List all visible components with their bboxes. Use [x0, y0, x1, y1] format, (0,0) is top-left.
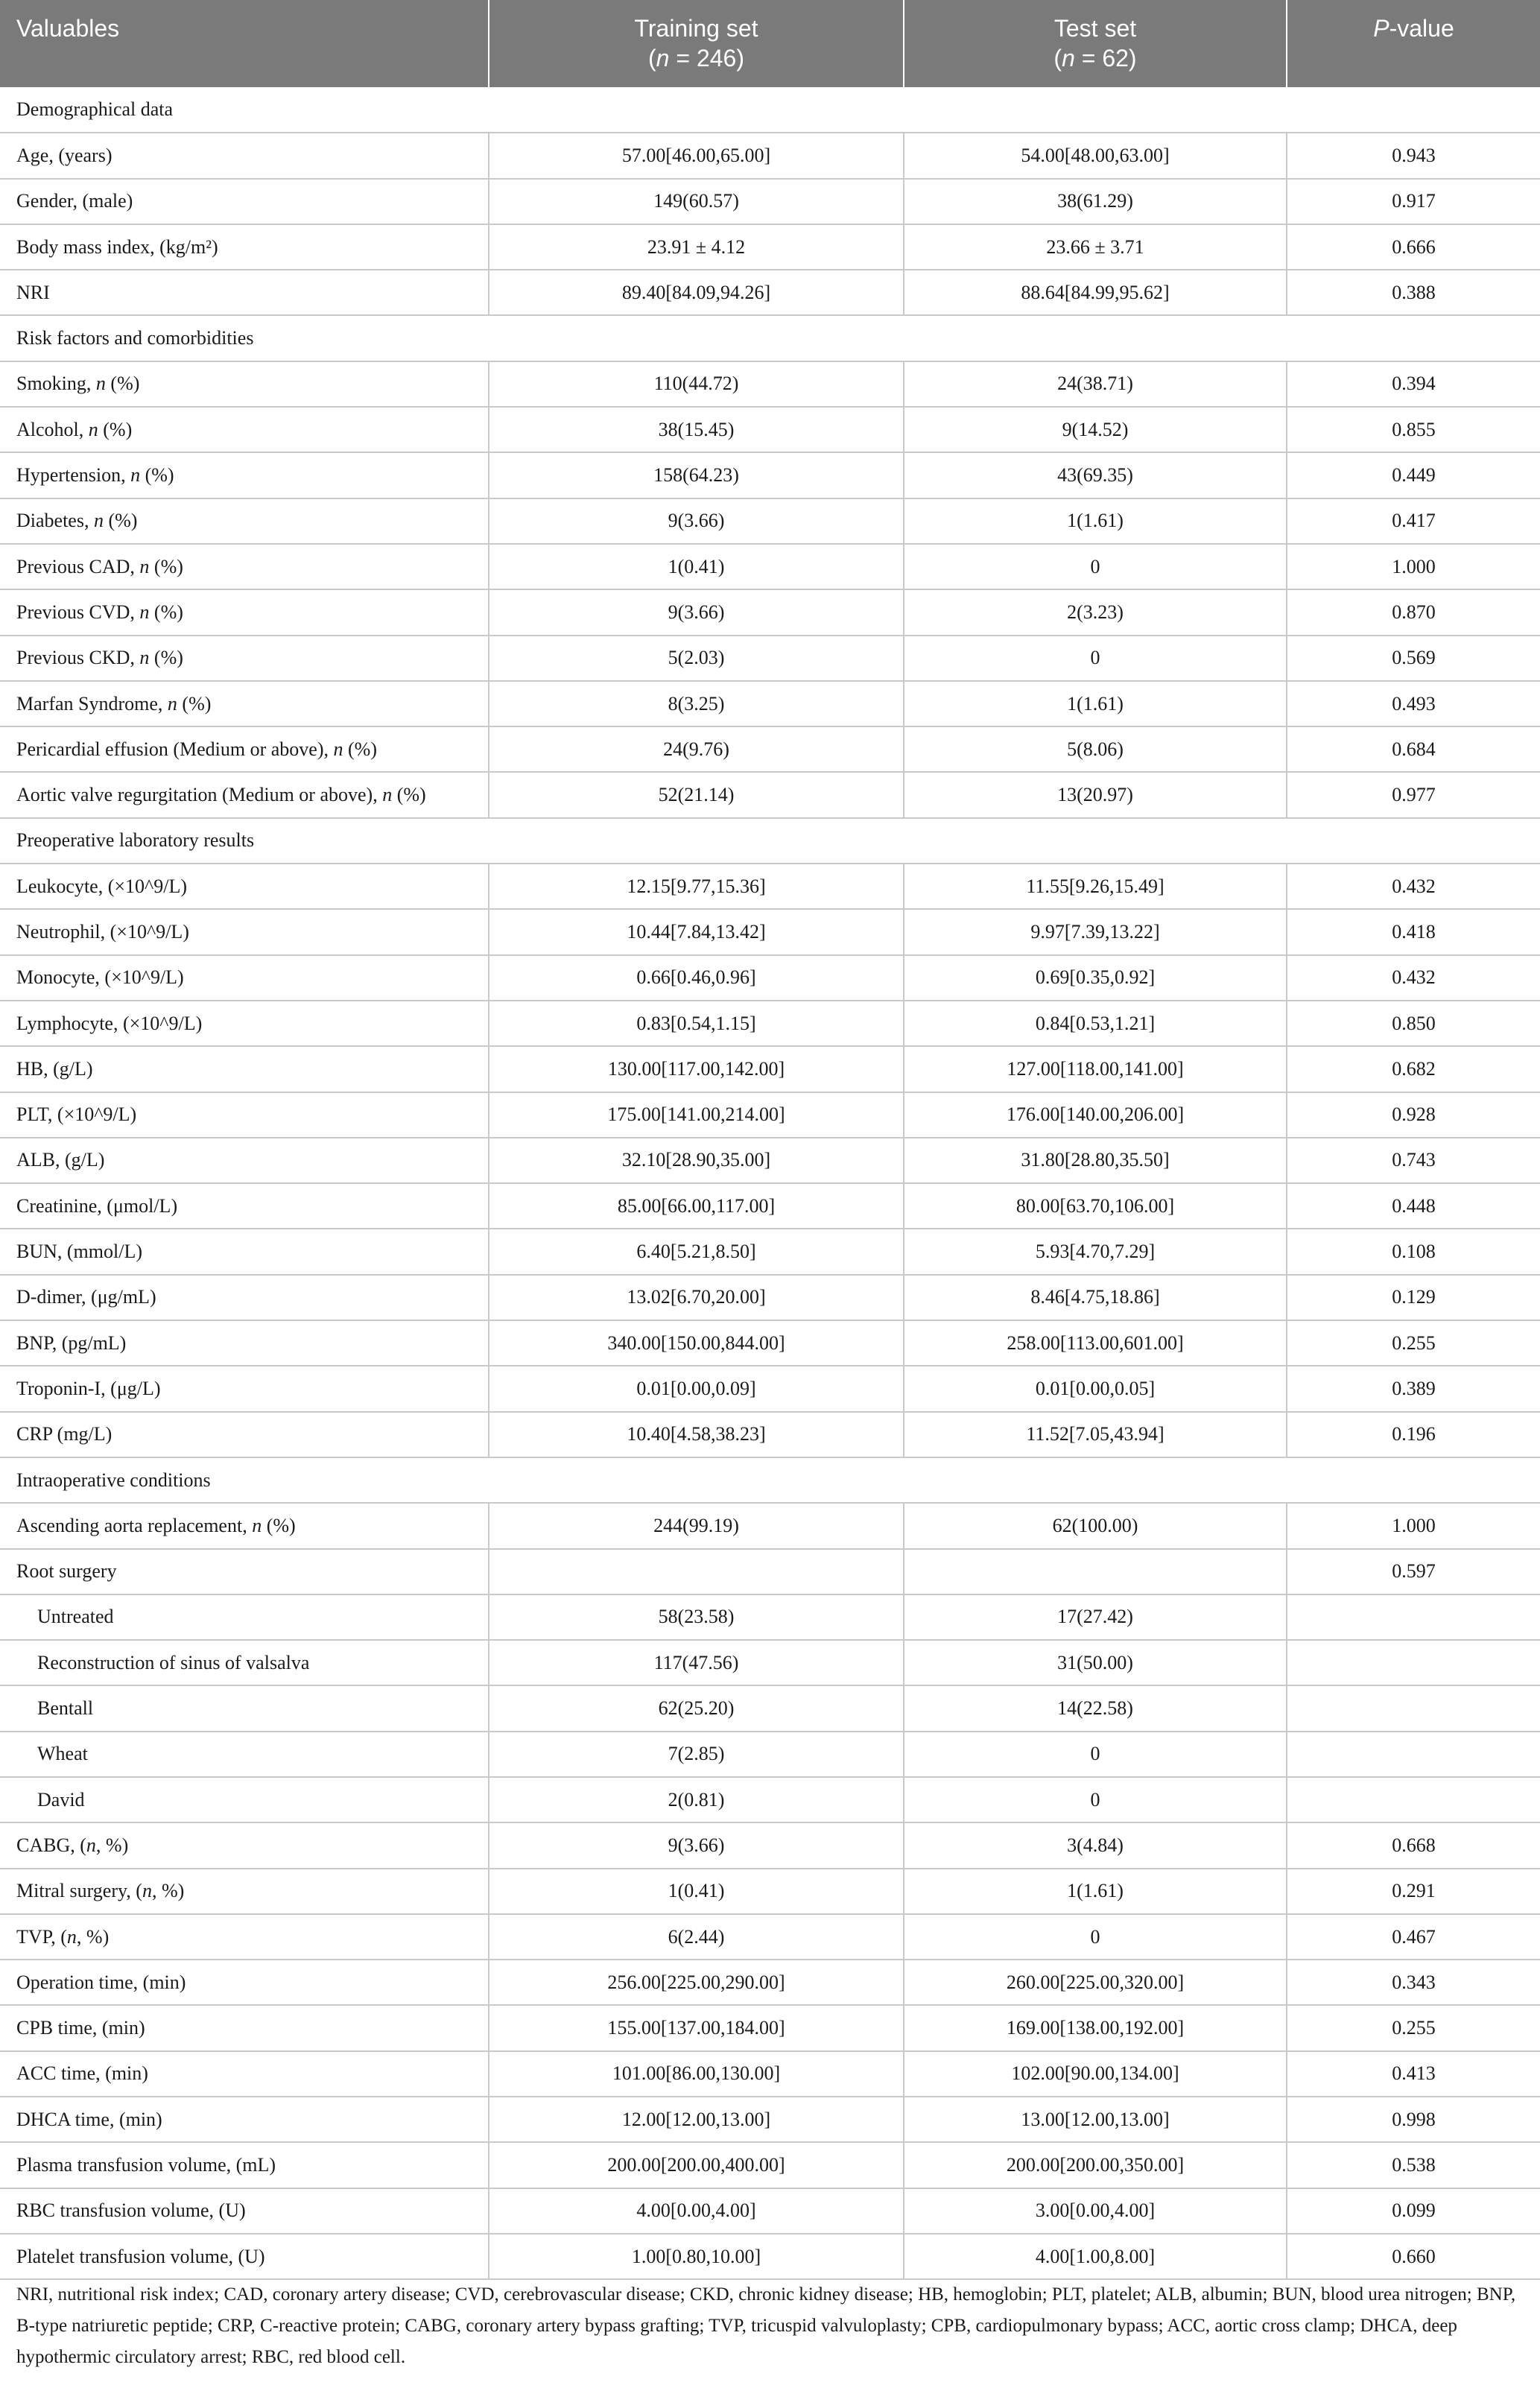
training-set-value: 130.00[117.00,142.00]: [489, 1046, 904, 1092]
table-row: [0, 179, 1540, 224]
test-set-value: [904, 1549, 1287, 1594]
p-value: [1287, 1594, 1540, 1640]
row-label: Ascending aorta replacement, n (%): [0, 1503, 489, 1548]
table-row: [0, 1320, 1540, 1366]
row-label: DHCA time, (min): [0, 2097, 489, 2142]
p-value: 0.417: [1287, 498, 1540, 544]
training-set-value: 1.00[0.80,10.00]: [489, 2234, 904, 2279]
p-value: 0.666: [1287, 224, 1540, 270]
table-row: [0, 224, 1540, 270]
section-label: Demographical data: [0, 87, 1540, 133]
training-set-value: 0.01[0.00,0.09]: [489, 1366, 904, 1411]
header-valuables: Valuables: [0, 0, 489, 87]
test-set-value: 11.52[7.05,43.94]: [904, 1412, 1287, 1457]
table-row: [0, 1960, 1540, 2005]
test-set-value: 0: [904, 544, 1287, 589]
training-set-value: 23.91 ± 4.12: [489, 224, 904, 270]
row-label: Marfan Syndrome, n (%): [0, 681, 489, 726]
training-set-value: 10.44[7.84,13.42]: [489, 909, 904, 954]
row-label: Root surgery: [0, 1549, 489, 1594]
table-row: [0, 361, 1540, 407]
p-value: 1.000: [1287, 1503, 1540, 1548]
row-label: Diabetes, n (%): [0, 498, 489, 544]
table-row: [0, 2234, 1540, 2279]
row-label: Untreated: [0, 1594, 489, 1640]
p-value: 0.432: [1287, 955, 1540, 1001]
p-value: 0.388: [1287, 270, 1540, 315]
p-value: 0.538: [1287, 2142, 1540, 2188]
test-set-value: 1(1.61): [904, 1869, 1287, 1914]
p-value: 0.255: [1287, 2005, 1540, 2050]
table-row: [0, 1869, 1540, 1914]
table-row: [0, 1594, 1540, 1640]
training-set-value: 117(47.56): [489, 1640, 904, 1685]
training-set-value: 4.00[0.00,4.00]: [489, 2188, 904, 2234]
training-set-value: 6.40[5.21,8.50]: [489, 1229, 904, 1274]
p-value: 0.418: [1287, 909, 1540, 954]
section-row: [0, 315, 1540, 361]
training-set-value: 85.00[66.00,117.00]: [489, 1183, 904, 1229]
table-row: [0, 909, 1540, 954]
training-set-value: 0.83[0.54,1.15]: [489, 1001, 904, 1046]
training-set-value: 10.40[4.58,38.23]: [489, 1412, 904, 1457]
row-label: BUN, (mmol/L): [0, 1229, 489, 1274]
row-label: Creatinine, (μmol/L): [0, 1183, 489, 1229]
test-set-value: 0.01[0.00,0.05]: [904, 1366, 1287, 1411]
test-set-value: 3(4.84): [904, 1822, 1287, 1868]
training-set-value: 62(25.20): [489, 1685, 904, 1731]
test-set-value: 176.00[140.00,206.00]: [904, 1092, 1287, 1138]
table-body: [0, 87, 1540, 2279]
training-set-value: 340.00[150.00,844.00]: [489, 1320, 904, 1366]
test-set-value: 8.46[4.75,18.86]: [904, 1275, 1287, 1320]
row-label: Aortic valve regurgitation (Medium or above), n (%): [0, 772, 489, 817]
training-set-value: 12.00[12.00,13.00]: [489, 2097, 904, 2142]
row-label: Platelet transfusion volume, (U): [0, 2234, 489, 2279]
training-set-value: 8(3.25): [489, 681, 904, 726]
p-value: 0.682: [1287, 1046, 1540, 1092]
p-value: [1287, 1732, 1540, 1777]
training-set-value: 7(2.85): [489, 1732, 904, 1777]
training-set-value: 9(3.66): [489, 498, 904, 544]
p-value: 0.413: [1287, 2051, 1540, 2097]
row-label: Mitral surgery, (n, %): [0, 1869, 489, 1914]
test-set-value: 1(1.61): [904, 681, 1287, 726]
table-row: [0, 726, 1540, 772]
test-set-value: 3.00[0.00,4.00]: [904, 2188, 1287, 2234]
row-label: CABG, (n, %): [0, 1822, 489, 1868]
training-set-value: 149(60.57): [489, 179, 904, 224]
section-label: Risk factors and comorbidities: [0, 315, 1540, 361]
test-set-value: 260.00[225.00,320.00]: [904, 1960, 1287, 2005]
row-label: Operation time, (min): [0, 1960, 489, 2005]
row-label: Leukocyte, (×10^9/L): [0, 864, 489, 909]
table-row: [0, 544, 1540, 589]
training-set-value: 5(2.03): [489, 636, 904, 681]
training-set-value: 6(2.44): [489, 1914, 904, 1960]
table-row: [0, 2005, 1540, 2050]
training-set-value: 175.00[141.00,214.00]: [489, 1092, 904, 1138]
header-training-set: Training set (n = 246): [489, 0, 904, 87]
training-set-value: 13.02[6.70,20.00]: [489, 1275, 904, 1320]
p-value: 0.099: [1287, 2188, 1540, 2234]
table-row: [0, 1412, 1540, 1457]
table-row: [0, 133, 1540, 178]
test-set-value: 9.97[7.39,13.22]: [904, 909, 1287, 954]
test-set-value: 11.55[9.26,15.49]: [904, 864, 1287, 909]
p-value: 1.000: [1287, 544, 1540, 589]
p-value: 0.448: [1287, 1183, 1540, 1229]
table-row: [0, 1640, 1540, 1685]
training-set-value: 57.00[46.00,65.00]: [489, 133, 904, 178]
table-row: [0, 498, 1540, 544]
p-value: 0.977: [1287, 772, 1540, 817]
row-label: Pericardial effusion (Medium or above), n (%): [0, 726, 489, 772]
p-value: 0.870: [1287, 589, 1540, 635]
table-row: [0, 407, 1540, 452]
row-label: Lymphocyte, (×10^9/L): [0, 1001, 489, 1046]
section-row: [0, 1457, 1540, 1503]
training-set-value: 155.00[137.00,184.00]: [489, 2005, 904, 2050]
row-label: Body mass index, (kg/m²): [0, 224, 489, 270]
p-value: 0.998: [1287, 2097, 1540, 2142]
row-label: CRP (mg/L): [0, 1412, 489, 1457]
table-row: [0, 2051, 1540, 2097]
row-label: Previous CAD, n (%): [0, 544, 489, 589]
row-label: Plasma transfusion volume, (mL): [0, 2142, 489, 2188]
training-set-value: 58(23.58): [489, 1594, 904, 1640]
row-label: Reconstruction of sinus of valsalva: [0, 1640, 489, 1685]
training-set-value: 9(3.66): [489, 589, 904, 635]
p-value: 0.432: [1287, 864, 1540, 909]
section-row: [0, 818, 1540, 864]
table-row: [0, 452, 1540, 498]
p-value: 0.196: [1287, 1412, 1540, 1457]
test-set-value: 2(3.23): [904, 589, 1287, 635]
test-set-value: 5.93[4.70,7.29]: [904, 1229, 1287, 1274]
p-value: 0.291: [1287, 1869, 1540, 1914]
training-set-value: 1(0.41): [489, 544, 904, 589]
training-set-value: [489, 1549, 904, 1594]
training-set-value: 110(44.72): [489, 361, 904, 407]
p-value: 0.855: [1287, 407, 1540, 452]
test-set-value: 0: [904, 1732, 1287, 1777]
test-set-value: 258.00[113.00,601.00]: [904, 1320, 1287, 1366]
test-set-value: 88.64[84.99,95.62]: [904, 270, 1287, 315]
row-label: ACC time, (min): [0, 2051, 489, 2097]
row-label: BNP, (pg/mL): [0, 1320, 489, 1366]
p-value: 0.850: [1287, 1001, 1540, 1046]
table-row: [0, 1092, 1540, 1138]
p-value: 0.467: [1287, 1914, 1540, 1960]
test-set-value: 0.69[0.35,0.92]: [904, 955, 1287, 1001]
p-value: 0.255: [1287, 1320, 1540, 1366]
table-row: [0, 1001, 1540, 1046]
row-label: HB, (g/L): [0, 1046, 489, 1092]
table-header: [0, 0, 1540, 87]
row-label: NRI: [0, 270, 489, 315]
p-value: 0.343: [1287, 1960, 1540, 2005]
test-set-value: 200.00[200.00,350.00]: [904, 2142, 1287, 2188]
row-label: PLT, (×10^9/L): [0, 1092, 489, 1138]
training-set-value: 89.40[84.09,94.26]: [489, 270, 904, 315]
table-row: [0, 1229, 1540, 1274]
row-label: David: [0, 1777, 489, 1822]
row-label: Bentall: [0, 1685, 489, 1731]
header-p-value: P-value: [1287, 0, 1540, 87]
test-set-value: 80.00[63.70,106.00]: [904, 1183, 1287, 1229]
table-row: [0, 2142, 1540, 2188]
test-set-value: 43(69.35): [904, 452, 1287, 498]
test-set-value: 0.84[0.53,1.21]: [904, 1001, 1287, 1046]
training-set-value: 9(3.66): [489, 1822, 904, 1868]
row-label: Wheat: [0, 1732, 489, 1777]
test-set-value: 54.00[48.00,63.00]: [904, 133, 1287, 178]
p-value: 0.569: [1287, 636, 1540, 681]
p-value: 0.660: [1287, 2234, 1540, 2279]
p-value: 0.449: [1287, 452, 1540, 498]
training-set-value: 12.15[9.77,15.36]: [489, 864, 904, 909]
row-label: Previous CVD, n (%): [0, 589, 489, 635]
test-set-value: 13.00[12.00,13.00]: [904, 2097, 1287, 2142]
table-row: [0, 864, 1540, 909]
table-row: [0, 1366, 1540, 1411]
row-label: Gender, (male): [0, 179, 489, 224]
row-label: Troponin-I, (μg/L): [0, 1366, 489, 1411]
section-label: Preoperative laboratory results: [0, 818, 1540, 864]
row-label: Monocyte, (×10^9/L): [0, 955, 489, 1001]
p-value: 0.389: [1287, 1366, 1540, 1411]
test-set-value: 31.80[28.80,35.50]: [904, 1138, 1287, 1183]
p-value: 0.668: [1287, 1822, 1540, 1868]
row-label: Hypertension, n (%): [0, 452, 489, 498]
training-set-value: 101.00[86.00,130.00]: [489, 2051, 904, 2097]
table-row: [0, 1046, 1540, 1092]
training-set-value: 32.10[28.90,35.00]: [489, 1138, 904, 1183]
test-set-value: 38(61.29): [904, 179, 1287, 224]
table-row: [0, 1275, 1540, 1320]
test-set-value: 62(100.00): [904, 1503, 1287, 1548]
test-set-value: 1(1.61): [904, 498, 1287, 544]
test-set-value: 9(14.52): [904, 407, 1287, 452]
test-set-value: 0: [904, 636, 1287, 681]
table-row: [0, 955, 1540, 1001]
row-label: Age, (years): [0, 133, 489, 178]
p-value: 0.493: [1287, 681, 1540, 726]
row-label: TVP, (n, %): [0, 1914, 489, 1960]
p-value: 0.108: [1287, 1229, 1540, 1274]
p-value: 0.597: [1287, 1549, 1540, 1594]
table-footnote: NRI, nutritional risk index; CAD, coronary artery disease; CVD, cerebrovascular disease; CKD, chronic kidney disease; HB, hemoglobin; PLT, platelet; ALB, albumin; BUN, blood urea nitrogen; BNP, B-type natriuretic peptide; CRP, C-reactive protein; CABG, coronary artery bypass grafting; TVP, tricuspid valvuloplasty; CPB, cardiopulmonary bypass; ACC, aortic cross clamp; DHCA, deep hypothermic circulatory arrest; RBC, red blood cell.: [16, 2284, 1516, 2367]
test-set-value: 14(22.58): [904, 1685, 1287, 1731]
table-row: [0, 2097, 1540, 2142]
table-row: [0, 1732, 1540, 1777]
p-value: 0.394: [1287, 361, 1540, 407]
training-set-value: 244(99.19): [489, 1503, 904, 1548]
table-row: [0, 1503, 1540, 1548]
row-label: Previous CKD, n (%): [0, 636, 489, 681]
row-label: Smoking, n (%): [0, 361, 489, 407]
test-set-value: 169.00[138.00,192.00]: [904, 2005, 1287, 2050]
training-set-value: 158(64.23): [489, 452, 904, 498]
training-set-value: 2(0.81): [489, 1777, 904, 1822]
test-set-value: 0: [904, 1914, 1287, 1960]
training-set-value: 256.00[225.00,290.00]: [489, 1960, 904, 2005]
header-test-set: Test set (n = 62): [904, 0, 1287, 87]
row-label: CPB time, (min): [0, 2005, 489, 2050]
section-row: [0, 87, 1540, 133]
test-set-value: 5(8.06): [904, 726, 1287, 772]
table-row: [0, 1822, 1540, 1868]
training-set-value: 38(15.45): [489, 407, 904, 452]
table-row: [0, 1549, 1540, 1594]
training-set-value: 1(0.41): [489, 1869, 904, 1914]
table-row: [0, 1914, 1540, 1960]
test-set-value: 127.00[118.00,141.00]: [904, 1046, 1287, 1092]
test-set-value: 23.66 ± 3.71: [904, 224, 1287, 270]
row-label: D-dimer, (μg/mL): [0, 1275, 489, 1320]
row-label: RBC transfusion volume, (U): [0, 2188, 489, 2234]
section-label: Intraoperative conditions: [0, 1457, 1540, 1503]
table-row: [0, 636, 1540, 681]
p-value: 0.917: [1287, 179, 1540, 224]
table-row: [0, 681, 1540, 726]
p-value: [1287, 1777, 1540, 1822]
row-label: Alcohol, n (%): [0, 407, 489, 452]
test-set-value: 0: [904, 1777, 1287, 1822]
p-value: 0.928: [1287, 1092, 1540, 1138]
test-set-value: 31(50.00): [904, 1640, 1287, 1685]
row-label: Neutrophil, (×10^9/L): [0, 909, 489, 954]
table-row: [0, 270, 1540, 315]
test-set-value: 4.00[1.00,8.00]: [904, 2234, 1287, 2279]
p-value: 0.684: [1287, 726, 1540, 772]
table-row: [0, 1777, 1540, 1822]
p-value: [1287, 1640, 1540, 1685]
p-value: 0.129: [1287, 1275, 1540, 1320]
test-set-value: 13(20.97): [904, 772, 1287, 817]
p-value: 0.943: [1287, 133, 1540, 178]
training-set-value: 52(21.14): [489, 772, 904, 817]
test-set-value: 102.00[90.00,134.00]: [904, 2051, 1287, 2097]
table-row: [0, 589, 1540, 635]
training-set-value: 200.00[200.00,400.00]: [489, 2142, 904, 2188]
table-row: [0, 1138, 1540, 1183]
row-label: ALB, (g/L): [0, 1138, 489, 1183]
p-value: 0.743: [1287, 1138, 1540, 1183]
table-row: [0, 772, 1540, 817]
test-set-value: 17(27.42): [904, 1594, 1287, 1640]
table-row: [0, 2188, 1540, 2234]
table-row: [0, 1685, 1540, 1731]
table-row: [0, 1183, 1540, 1229]
training-set-value: 0.66[0.46,0.96]: [489, 955, 904, 1001]
test-set-value: 24(38.71): [904, 361, 1287, 407]
p-value: [1287, 1685, 1540, 1731]
training-set-value: 24(9.76): [489, 726, 904, 772]
